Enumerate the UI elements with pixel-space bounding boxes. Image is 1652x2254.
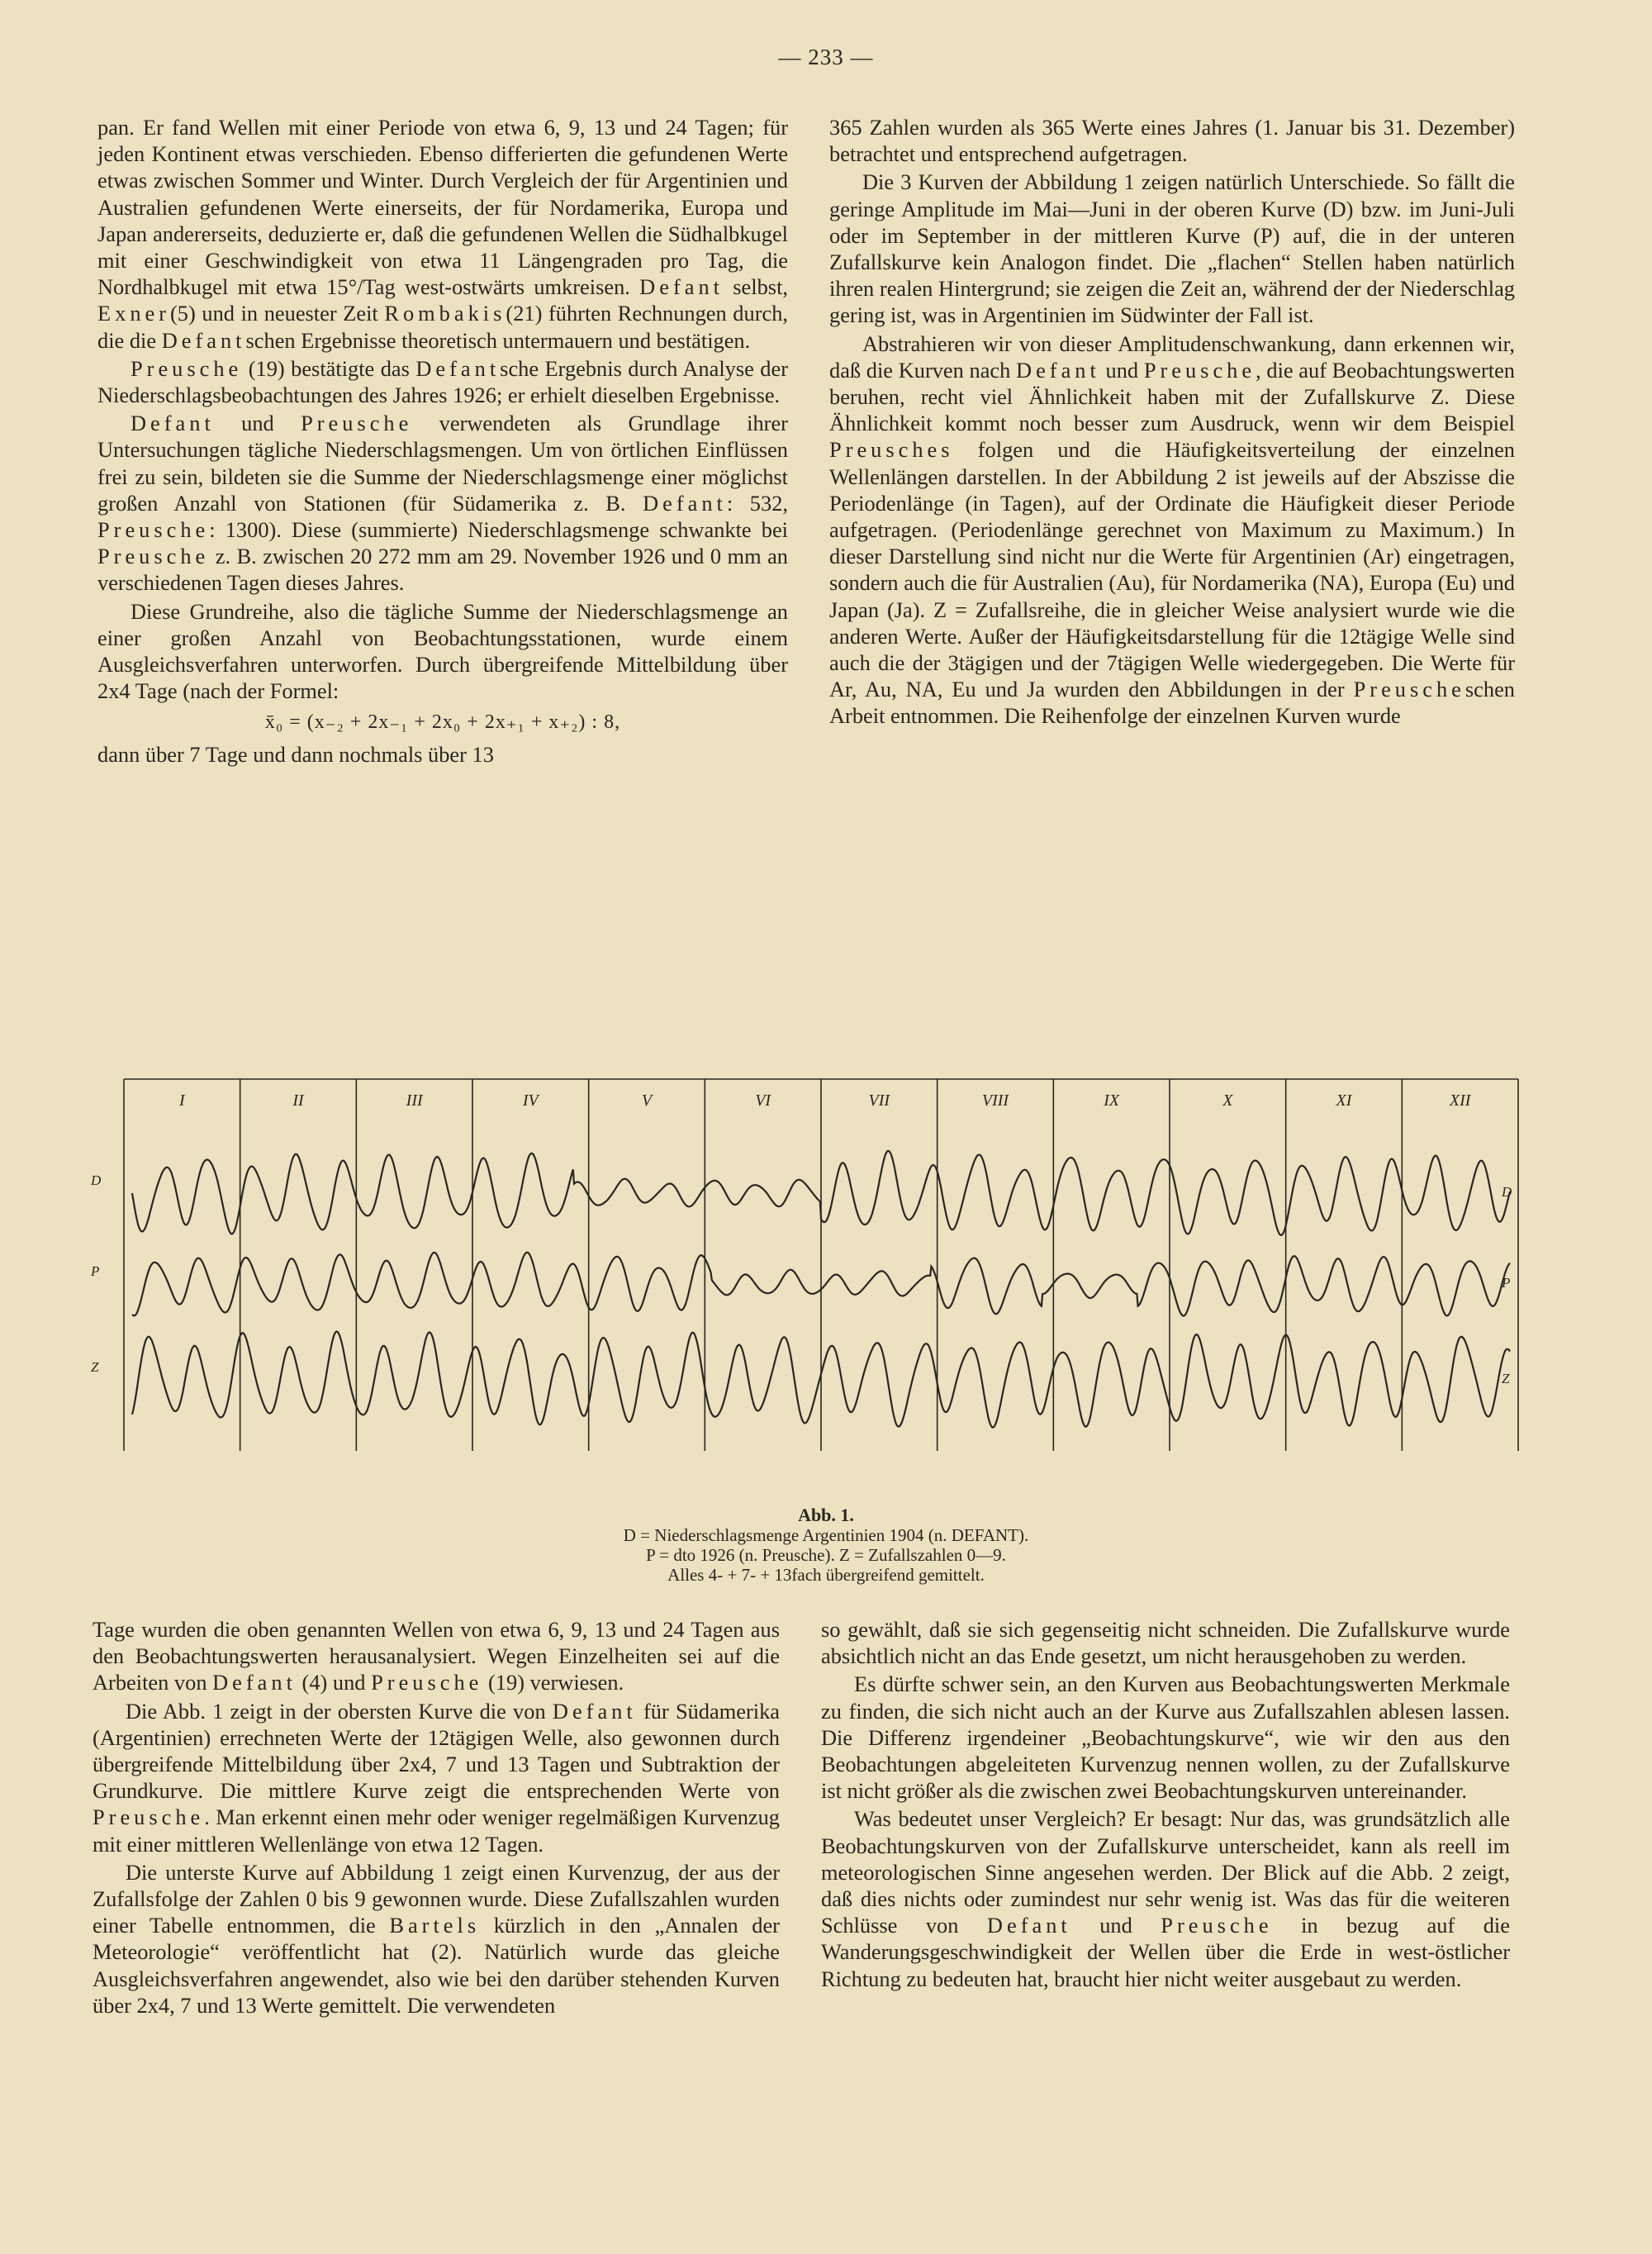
month-label: IV [522, 1091, 539, 1110]
caption-line: P = dto 1926 (n. Preusche). Z = Zufallszahlen 0—9. [646, 1545, 1006, 1565]
caption-line: Alles 4- + 7- + 13fach übergreifend gemittelt. [667, 1565, 985, 1585]
row-labels [90, 1172, 1512, 1386]
column-top-left [97, 114, 788, 769]
month-label: VIII [981, 1091, 1009, 1110]
column-top-right [829, 114, 1515, 731]
month-label: V [641, 1091, 653, 1110]
month-label: I [178, 1091, 185, 1110]
paragraph: dann über 7 Tage und dann nochmals über 13 [97, 741, 494, 767]
row-label-left: D [91, 1172, 102, 1188]
row-label-left: P [91, 1263, 100, 1279]
paragraph: Tage wurden die oben genannten Wellen von etwa 6, 9, 13 und 24 Tagen aus den Beobachtungswerten herausanalysiert. Wegen Einzelheiten sei auf die Arbeiten von Defant (4) und Preusche (19) verwiesen. [93, 1617, 780, 1695]
month-label: XI [1336, 1091, 1352, 1110]
month-label: X [1222, 1091, 1233, 1110]
paragraph: Abstrahieren wir von dieser Amplitudenschwankung, dann erkennen wir, daß die Kurven nach Defant und Preusche, die auf Beobachtungswerten beruhen, recht viel Ähnlichkeit haben mit der Zufallskurve Z. Diese Ähnlichkeit kommt noch besser zum Ausdruck, wenn wir dem Beispiel Preusches folgen und die Häufigkeitsverteilung der einzelnen Wellenlängen darstellen. In der Abbildung 2 ist jeweils auf der Abszisse die Periodenlänge (in Tagen), auf der Ordinate die Häufigkeit dieser Periode aufgetragen. (Periodenlänge gerechnet von Maximum zu Maximum.) In dieser Darstellung sind nicht nur die Werte für Argentinien (Ar) eingetragen, sondern auch die für Australien (Au), für Nordamerika (NA), Europa (Eu) und Japan (Ja). Z = Zufallsreihe, die in gleicher Weise analysiert wurde wie die anderen Werte. Außer der Häufigkeitsdarstellung für die 12tägige Welle sind auch die der 3tägigen und der 7tägigen Welle wiedergegeben. Die Werte für Ar, Au, NA, Eu und Ja wurden den Abbildungen in der Preuscheschen Arbeit entnommen. Die Reihenfolge der einzelnen Kurven wurde [829, 330, 1515, 729]
paragraph: Preusche (19) bestätigte das Defantsche Ergebnis durch Analyse der Niederschlagsbeobachtungen des Jahres 1926; er erhielt dieselben Ergebnisse. [97, 355, 788, 408]
paragraph: Die Abb. 1 zeigt in der obersten Kurve die von Defant für Südamerika (Argentinien) errechneten Werte der 12tägigen Welle, also gewonnen durch übergreifende Mittelbildung über 2x4, 7 und 13 Tagen und Subtraktion der Grundkurve. Die mittlere Kurve zeigt die entsprechenden Werte von Preusche. Man erkennt einen mehr oder weniger regelmäßigen Kurvenzug mit einer mittleren Wellenlänge von etwa 12 Tagen. [93, 1698, 780, 1857]
month-label: VI [755, 1091, 771, 1110]
caption-line: D = Niederschlagsmenge Argentinien 1904 (n. DEFANT). [623, 1525, 1029, 1545]
paragraph: 365 Zahlen wurden als 365 Werte eines Jahres (1. Januar bis 31. Dezember) betrachtet und entsprechend aufgetragen. [829, 115, 1515, 167]
month-label: III [406, 1091, 423, 1110]
row-label-right: P [1502, 1275, 1511, 1291]
paragraph: pan. Er fand Wellen mit einer Periode von etwa 6, 9, 13 und 24 Tagen; für jeden Kontinent etwas verschieden. Ebenso differierten die gefundenen Werte etwas zwischen Sommer und Winter. Durch Vergleich der für Argentinien und Australien gefundenen Werte einerseits, der für Nordamerika, Europa und Japan andererseits, deduzierte er, daß die gefundenen Wellen die Südhalbkugel mit einer Geschwindigkeit von etwa 11 Längengraden pro Tag, die Nordhalbkugel mit etwa 15°/Tag west-ostwärts umkreisen. Defant selbst, Exner(5) und in neuester Zeit Rombakis(21) führten Rechnungen durch, die die Defantschen Ergebnisse theoretisch untermauern und bestätigen. [97, 115, 788, 353]
month-label: VII [868, 1091, 890, 1110]
month-label: II [292, 1091, 304, 1110]
caption-title: Abb. 1. [798, 1505, 854, 1525]
row-label-right: Z [1502, 1371, 1510, 1386]
page-number: — 233 — [778, 45, 874, 69]
paragraph: Die 3 Kurven der Abbildung 1 zeigen natürlich Unterschiede. So fällt die geringe Amplitude im Mai—Juni in der oberen Kurve (D) bzw. im Juni-Juli oder im September in der mittleren Kurve (P) auf, die in der unteren Zufallskurve kein Analogon findet. Die „flachen“ Stellen haben natürlich ihren realen Hintergrund; sie zeigen die Zeit an, während der der Niederschlag gering ist, was in Argentinien im Südwinter der Fall ist. [829, 169, 1515, 328]
column-bottom-right [821, 1616, 1510, 1994]
paragraph: Es dürfte schwer sein, an den Kurven aus Beobachtungswerten Merkmale zu finden, die sich nicht auch an der Kurve aus Zufallszahlen ablesen lassen. Die Differenz irgendeiner „Beobachtungskurve“, wie wir den aus den Beobachtungen abgeleiteten Kurvenzug nennen wollen, zu der Zufallskurve ist nicht größer als die zwischen zwei Beobachtungskurven untereinander. [821, 1671, 1510, 1804]
month-label: IX [1104, 1091, 1120, 1110]
paragraph: Was bedeutet unser Vergleich? Er besagt: Nur das, was grundsätzlich alle Beobachtungskurven von der Zufallskurve unterscheidet, kann als reell im meteorologischen Sinne angesehen werden. Der Blick auf die Abb. 2 zeigt, daß dies nichts oder zumindest nur sehr wenig ist. Was das für die weiteren Schlüsse von Defant und Preusche in bezug auf die Wanderungsgeschwindigkeit der Wellen über die Erde in west-östlicher Richtung zu bedeuten hat, braucht hier nicht weiter ausgebaut zu werden. [821, 1806, 1510, 1991]
paragraph: Diese Grundreihe, also die tägliche Summe der Niederschlagsmenge an einer großen Anzahl von Beobachtungsstationen, wurde einem Ausgleichsverfahren unterworfen. Durch übergreifende Mittelbildung über 2x4 Tage (nach der Formel: [97, 598, 788, 704]
formula: x̄₀ = (x₋₂ + 2x₋₁ + 2x₀ + 2x₊₁ + x₊₂) : 8, [264, 711, 621, 734]
month-grid [124, 1079, 1518, 1451]
paragraph: Die unterste Kurve auf Abbildung 1 zeigt einen Kurvenzug, der aus der Zufallsfolge der Zahlen 0 bis 9 gewonnen wurde. Diese Zufallszahlen wurden einer Tabelle entnommen, die Bartels kürzlich in den „Annalen der Meteorologie“ veröffentlicht hat (2). Natürlich wurde das gleiche Ausgleichsverfahren angewendet, also wie bei den darüber stehenden Kurven über 2x4, 7 und 13 Werte gemittelt. Die verwendeten [93, 1859, 780, 2018]
paragraph: so gewählt, daß sie sich gegenseitig nicht schneiden. Die Zufallskurve wurde absichtlich nicht an das Ende gesetzt, um nicht herausgehoben zu werden. [821, 1617, 1510, 1669]
figure-caption [330, 1505, 1322, 1585]
row-label-left: Z [91, 1359, 99, 1375]
row-label-right: D [1502, 1184, 1512, 1200]
column-bottom-left [93, 1616, 780, 2020]
month-label: XII [1449, 1091, 1471, 1110]
month-labels [178, 1091, 1472, 1110]
figure-abb-1 [79, 1072, 1526, 1502]
paragraph: Defant und Preusche verwendeten als Grundlage ihrer Untersuchungen tägliche Niederschlagsmengen. Um von örtlichen Einflüssen frei zu sein, bildeten sie die Summe der Niederschlagsmenge einer möglichst großen Anzahl von Stationen (für Südamerika z. B. Defant: 532, Preusche: 1300). Diese (summierte) Niederschlagsmenge schwankte bei Preusche z. B. zwischen 20 272 mm am 29. November 1926 und 0 mm an verschiedenen Tagen dieses Jahres. [97, 411, 788, 596]
